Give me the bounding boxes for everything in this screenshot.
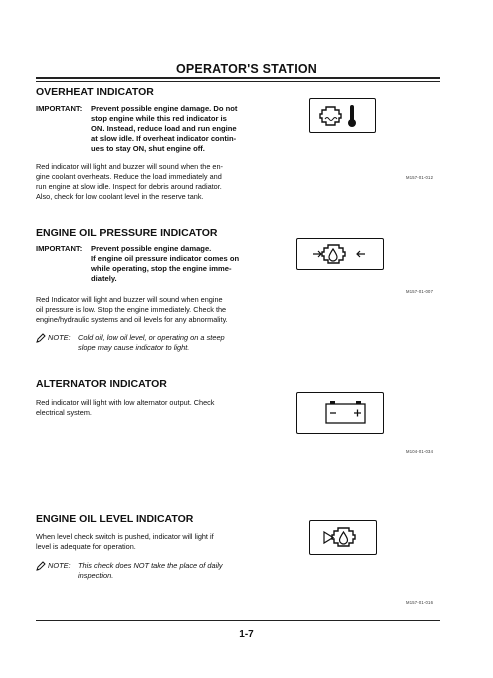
section-body-overheat: Red indicator will light and buzzer will sound when the en- gine coolant overheats. Reduce the load immediately and run engine at slow idle. Inspect for debris around radiator. Also, check for low coolant level in the reserve tank. <box>36 162 223 201</box>
note-block-oil-pressure <box>36 333 276 353</box>
section-body-oil-level: When level check switch is pushed, indicator will light if level is adequate for operation. <box>36 532 214 551</box>
overheat-figure <box>309 98 376 133</box>
important-text: Prevent possible engine damage. If engine oil pressure indicator comes on while operating, stop the engine imme- diately. <box>91 244 240 283</box>
figure-code: M157-01-007 <box>406 289 434 294</box>
figure-code: M157-01-016 <box>406 600 434 605</box>
oil-level-figure <box>309 520 377 555</box>
pencil-note-icon <box>36 561 46 571</box>
important-block-oil-pressure <box>36 244 276 284</box>
important-label: IMPORTANT: <box>36 244 83 253</box>
section-title-oil-pressure: ENGINE OIL PRESSURE INDICATOR <box>36 227 218 239</box>
page-header-title: OPERATOR'S STATION <box>175 62 318 76</box>
page-number: 1-7 <box>239 629 254 640</box>
figure-code: M104-01-034 <box>406 449 434 454</box>
note-text: This check does NOT take the place of daily inspection. <box>78 561 223 580</box>
section-title-overheat: OVERHEAT INDICATOR <box>36 86 154 98</box>
footer-rule <box>36 620 440 621</box>
section-body-oil-pressure: Red Indicator will light and buzzer will sound when engine oil pressure is low. Stop the engine immediately. Check the engine/hydraulic systems and oil levels for any abnormality. <box>36 295 228 324</box>
overheat-icon <box>310 99 375 132</box>
section-title-alternator: ALTERNATOR INDICATOR <box>36 378 167 390</box>
note-label: NOTE: <box>48 333 71 342</box>
note-block-oil-level <box>36 561 276 581</box>
important-block-overheat <box>36 104 276 154</box>
oil-pressure-icon <box>297 239 383 269</box>
battery-icon <box>297 393 383 433</box>
header-rule-thin <box>36 81 440 82</box>
section-title-oil-level: ENGINE OIL LEVEL INDICATOR <box>36 513 194 525</box>
note-label: NOTE: <box>48 561 71 570</box>
important-text: Prevent possible engine damage. Do not stop engine while this red indicator is ON. Instead, reduce load and run engine at slow idle. If overheat indicator contin- ues to stay ON, shut engine off. <box>91 104 238 153</box>
important-label: IMPORTANT: <box>36 104 83 113</box>
note-text: Cold oil, low oil level, or operating on a steep slope may cause indicator to light. <box>78 333 225 352</box>
oil-level-icon <box>310 521 376 554</box>
header-rule-thick <box>36 77 440 79</box>
oil-pressure-figure <box>296 238 384 270</box>
section-body-alternator: Red indicator will light with low alternator output. Check electrical system. <box>36 398 215 417</box>
pencil-note-icon <box>36 333 46 343</box>
alternator-figure <box>296 392 384 434</box>
figure-code: M157-01-012 <box>406 175 434 180</box>
